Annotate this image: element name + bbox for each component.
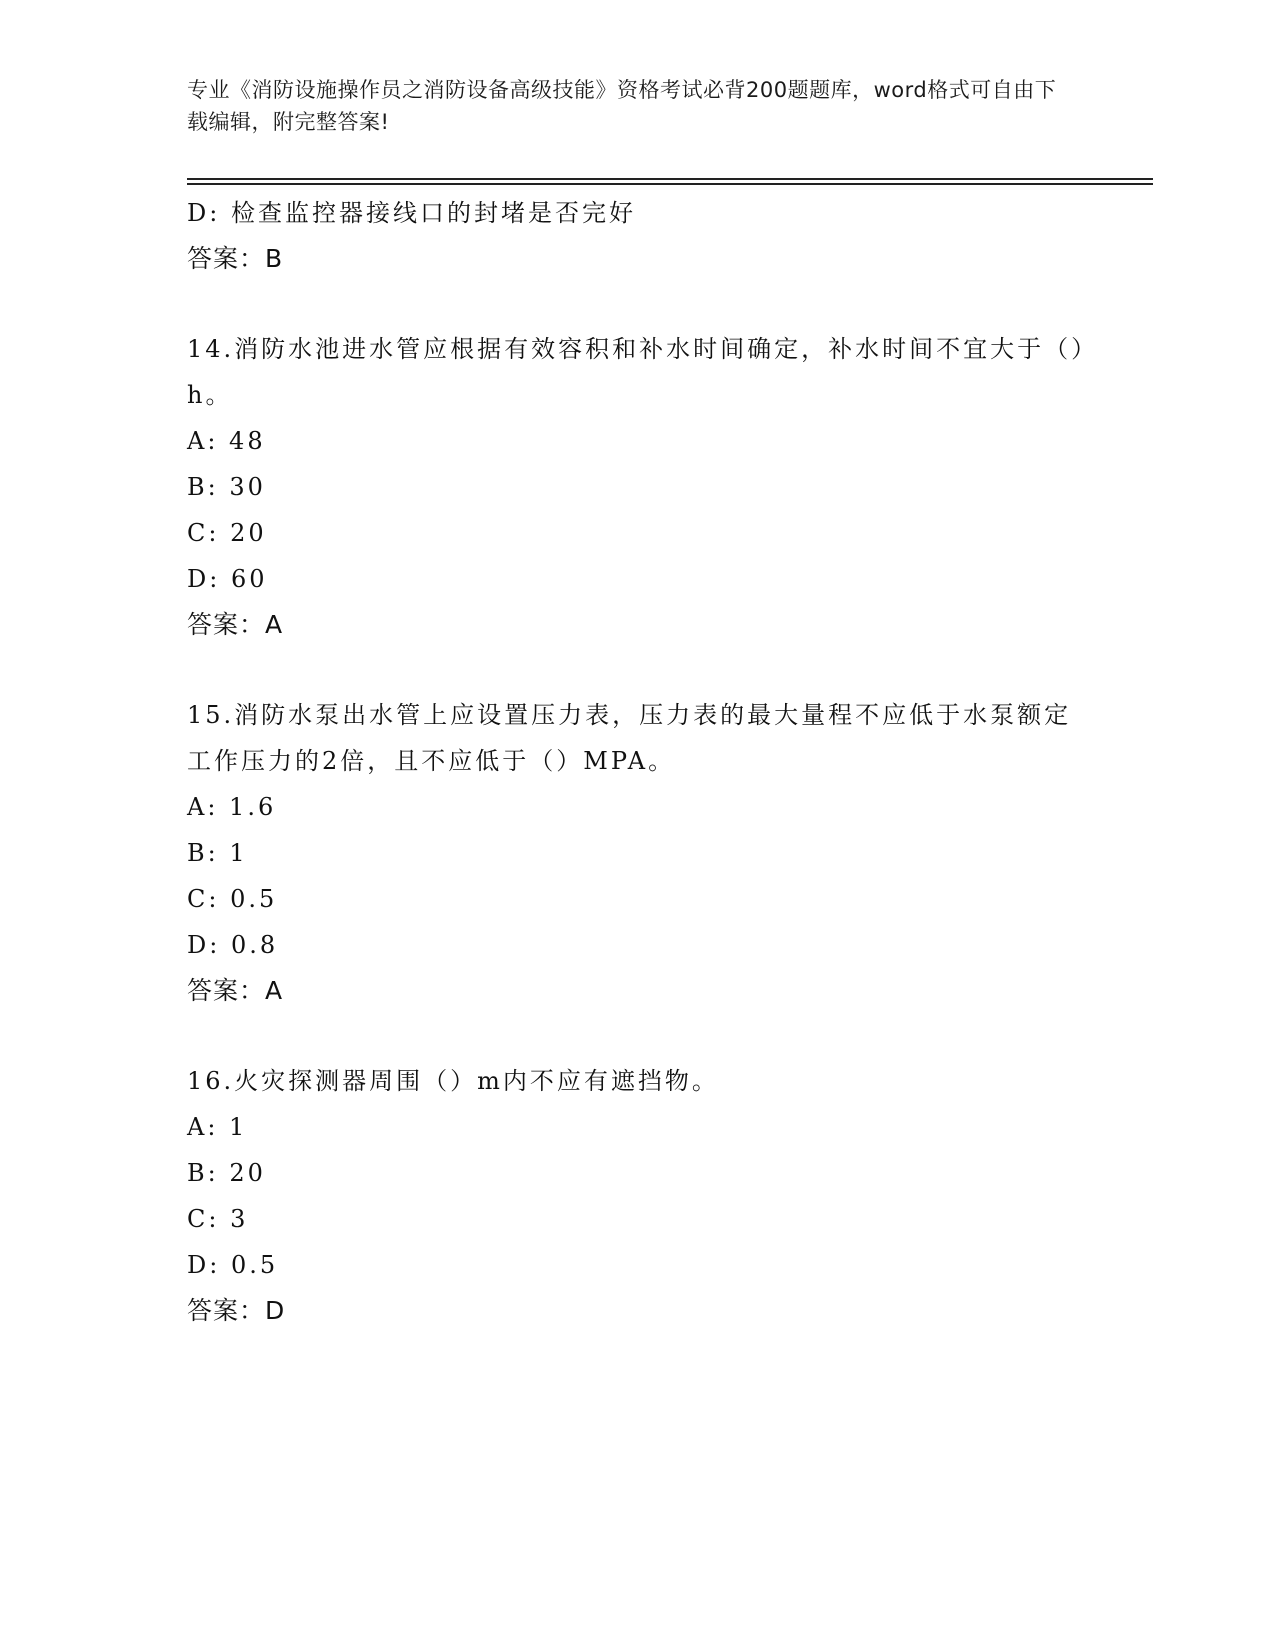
answer-line: 答案：A: [187, 610, 284, 639]
option-b: B: 30: [187, 473, 266, 501]
option-b: B: 20: [187, 1159, 266, 1187]
option-c: C: 3: [187, 1205, 249, 1233]
question-block-16: [187, 1058, 1087, 1334]
option-b: B: 1: [187, 839, 248, 867]
option-a: A: 1: [187, 1113, 248, 1141]
question-list: [187, 190, 1087, 1334]
option-a: A: 48: [187, 427, 266, 455]
header-divider-bottom: [187, 183, 1153, 185]
answer-line: 答案：A: [187, 976, 284, 1005]
option-d: D: 0.5: [187, 1251, 279, 1279]
answer-line: 答案：B: [187, 244, 284, 273]
document-header: 专业《消防设施操作员之消防设备高级技能》资格考试必背200题题库，word格式可自由下载编辑，附完整答案!: [187, 78, 1057, 134]
option-d: D: 检查监控器接线口的封堵是否完好: [187, 199, 636, 227]
question-text: 16.火灾探测器周围（）m内不应有遮挡物。: [187, 1067, 719, 1095]
question-block-14: [187, 326, 1087, 648]
question-text: 14.消防水池进水管应根据有效容积和补水时间确定，补水时间不宜大于（）h。: [187, 335, 1087, 409]
question-text: 15.消防水泵出水管上应设置压力表，压力表的最大量程不应低于水泵额定工作压力的2倍，且不应低于（）MPA。: [187, 701, 1072, 775]
option-a: A: 1.6: [187, 793, 277, 821]
option-d: D: 60: [187, 565, 268, 593]
answer-line: 答案：D: [187, 1296, 286, 1325]
option-d: D: 0.8: [187, 931, 279, 959]
option-c: C: 20: [187, 519, 267, 547]
header-divider-top: [187, 178, 1153, 180]
question-block-15: [187, 692, 1087, 1014]
option-c: C: 0.5: [187, 885, 278, 913]
